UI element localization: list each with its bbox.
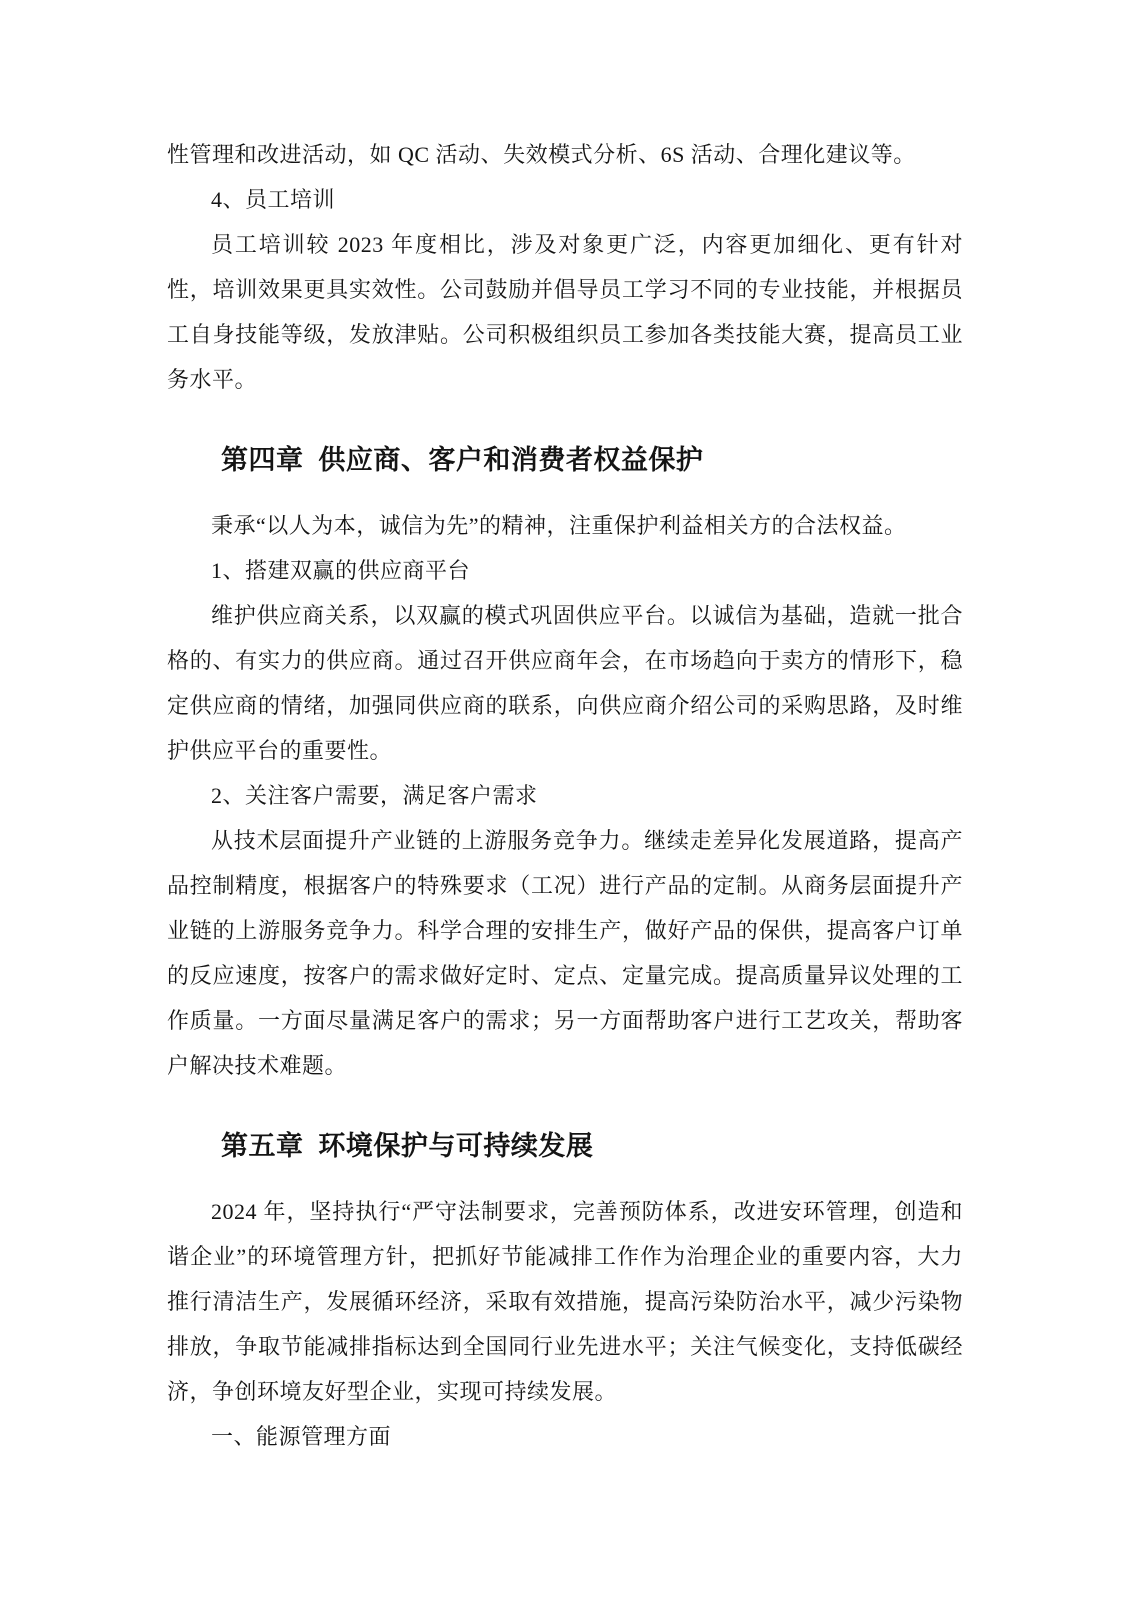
body-paragraph: 4、员工培训 <box>211 187 336 212</box>
body-paragraph: 维护供应商关系，以双赢的模式巩固供应平台。以诚信为基础，造就一批合格的、有实力的供应商。通过召开供应商年会，在市场趋向于卖方的情形下，稳定供应商的情绪，加强同供应商的联系，向供应商介绍公司的采购思路，及时维护供应平台的重要性。 <box>167 603 963 763</box>
body-paragraph: 1、搭建双赢的供应商平台 <box>211 558 471 583</box>
body-paragraph: 2、关注客户需要，满足客户需求 <box>211 783 538 808</box>
body-paragraph: 秉承“以人为本，诚信为先”的精神，注重保护利益相关方的合法权益。 <box>211 513 907 538</box>
chapter-number: 第四章 <box>221 445 304 475</box>
body-paragraph: 2024 年，坚持执行“严守法制要求，完善预防体系，改进安环管理，创造和谐企业”的环境管理方针，把抓好节能减排工作作为治理企业的重要内容，大力推行清洁生产，发展循环经济，采取有效措施，提高污染防治水平，减少污染物排放，争取节能减排指标达到全国同行业先进水平；关注气候变化，支持低碳经济，争创环境友好型企业，实现可持续发展。 <box>167 1199 963 1404</box>
chapter-heading <box>167 438 963 482</box>
body-paragraph: 员工培训较 2023 年度相比，涉及对象更广泛，内容更加细化、更有针对性，培训效果更具实效性。公司鼓励并倡导员工学习不同的专业技能，并根据员工自身技能等级，发放津贴。公司积极组织员工参加各类技能大赛，提高员工业务水平。 <box>167 232 963 392</box>
chapter-title: 供应商、客户和消费者权益保护 <box>318 445 704 475</box>
chapter-heading <box>167 1124 963 1168</box>
document-content <box>167 132 963 1459</box>
chapter-title: 环境保护与可持续发展 <box>318 1131 594 1161</box>
body-paragraph: 一、能源管理方面 <box>211 1424 392 1449</box>
chapter-number: 第五章 <box>221 1131 304 1161</box>
body-paragraph: 性管理和改进活动，如 QC 活动、失效模式分析、6S 活动、合理化建议等。 <box>167 142 916 167</box>
body-paragraph: 从技术层面提升产业链的上游服务竞争力。继续走差异化发展道路，提高产品控制精度，根据客户的特殊要求（工况）进行产品的定制。从商务层面提升产业链的上游服务竞争力。科学合理的安排生产，做好产品的保供，提高客户订单的反应速度，按客户的需求做好定时、定点、定量完成。提高质量异议处理的工作质量。一方面尽量满足客户的需求；另一方面帮助客户进行工艺攻关，帮助客户解决技术难题。 <box>167 828 963 1078</box>
